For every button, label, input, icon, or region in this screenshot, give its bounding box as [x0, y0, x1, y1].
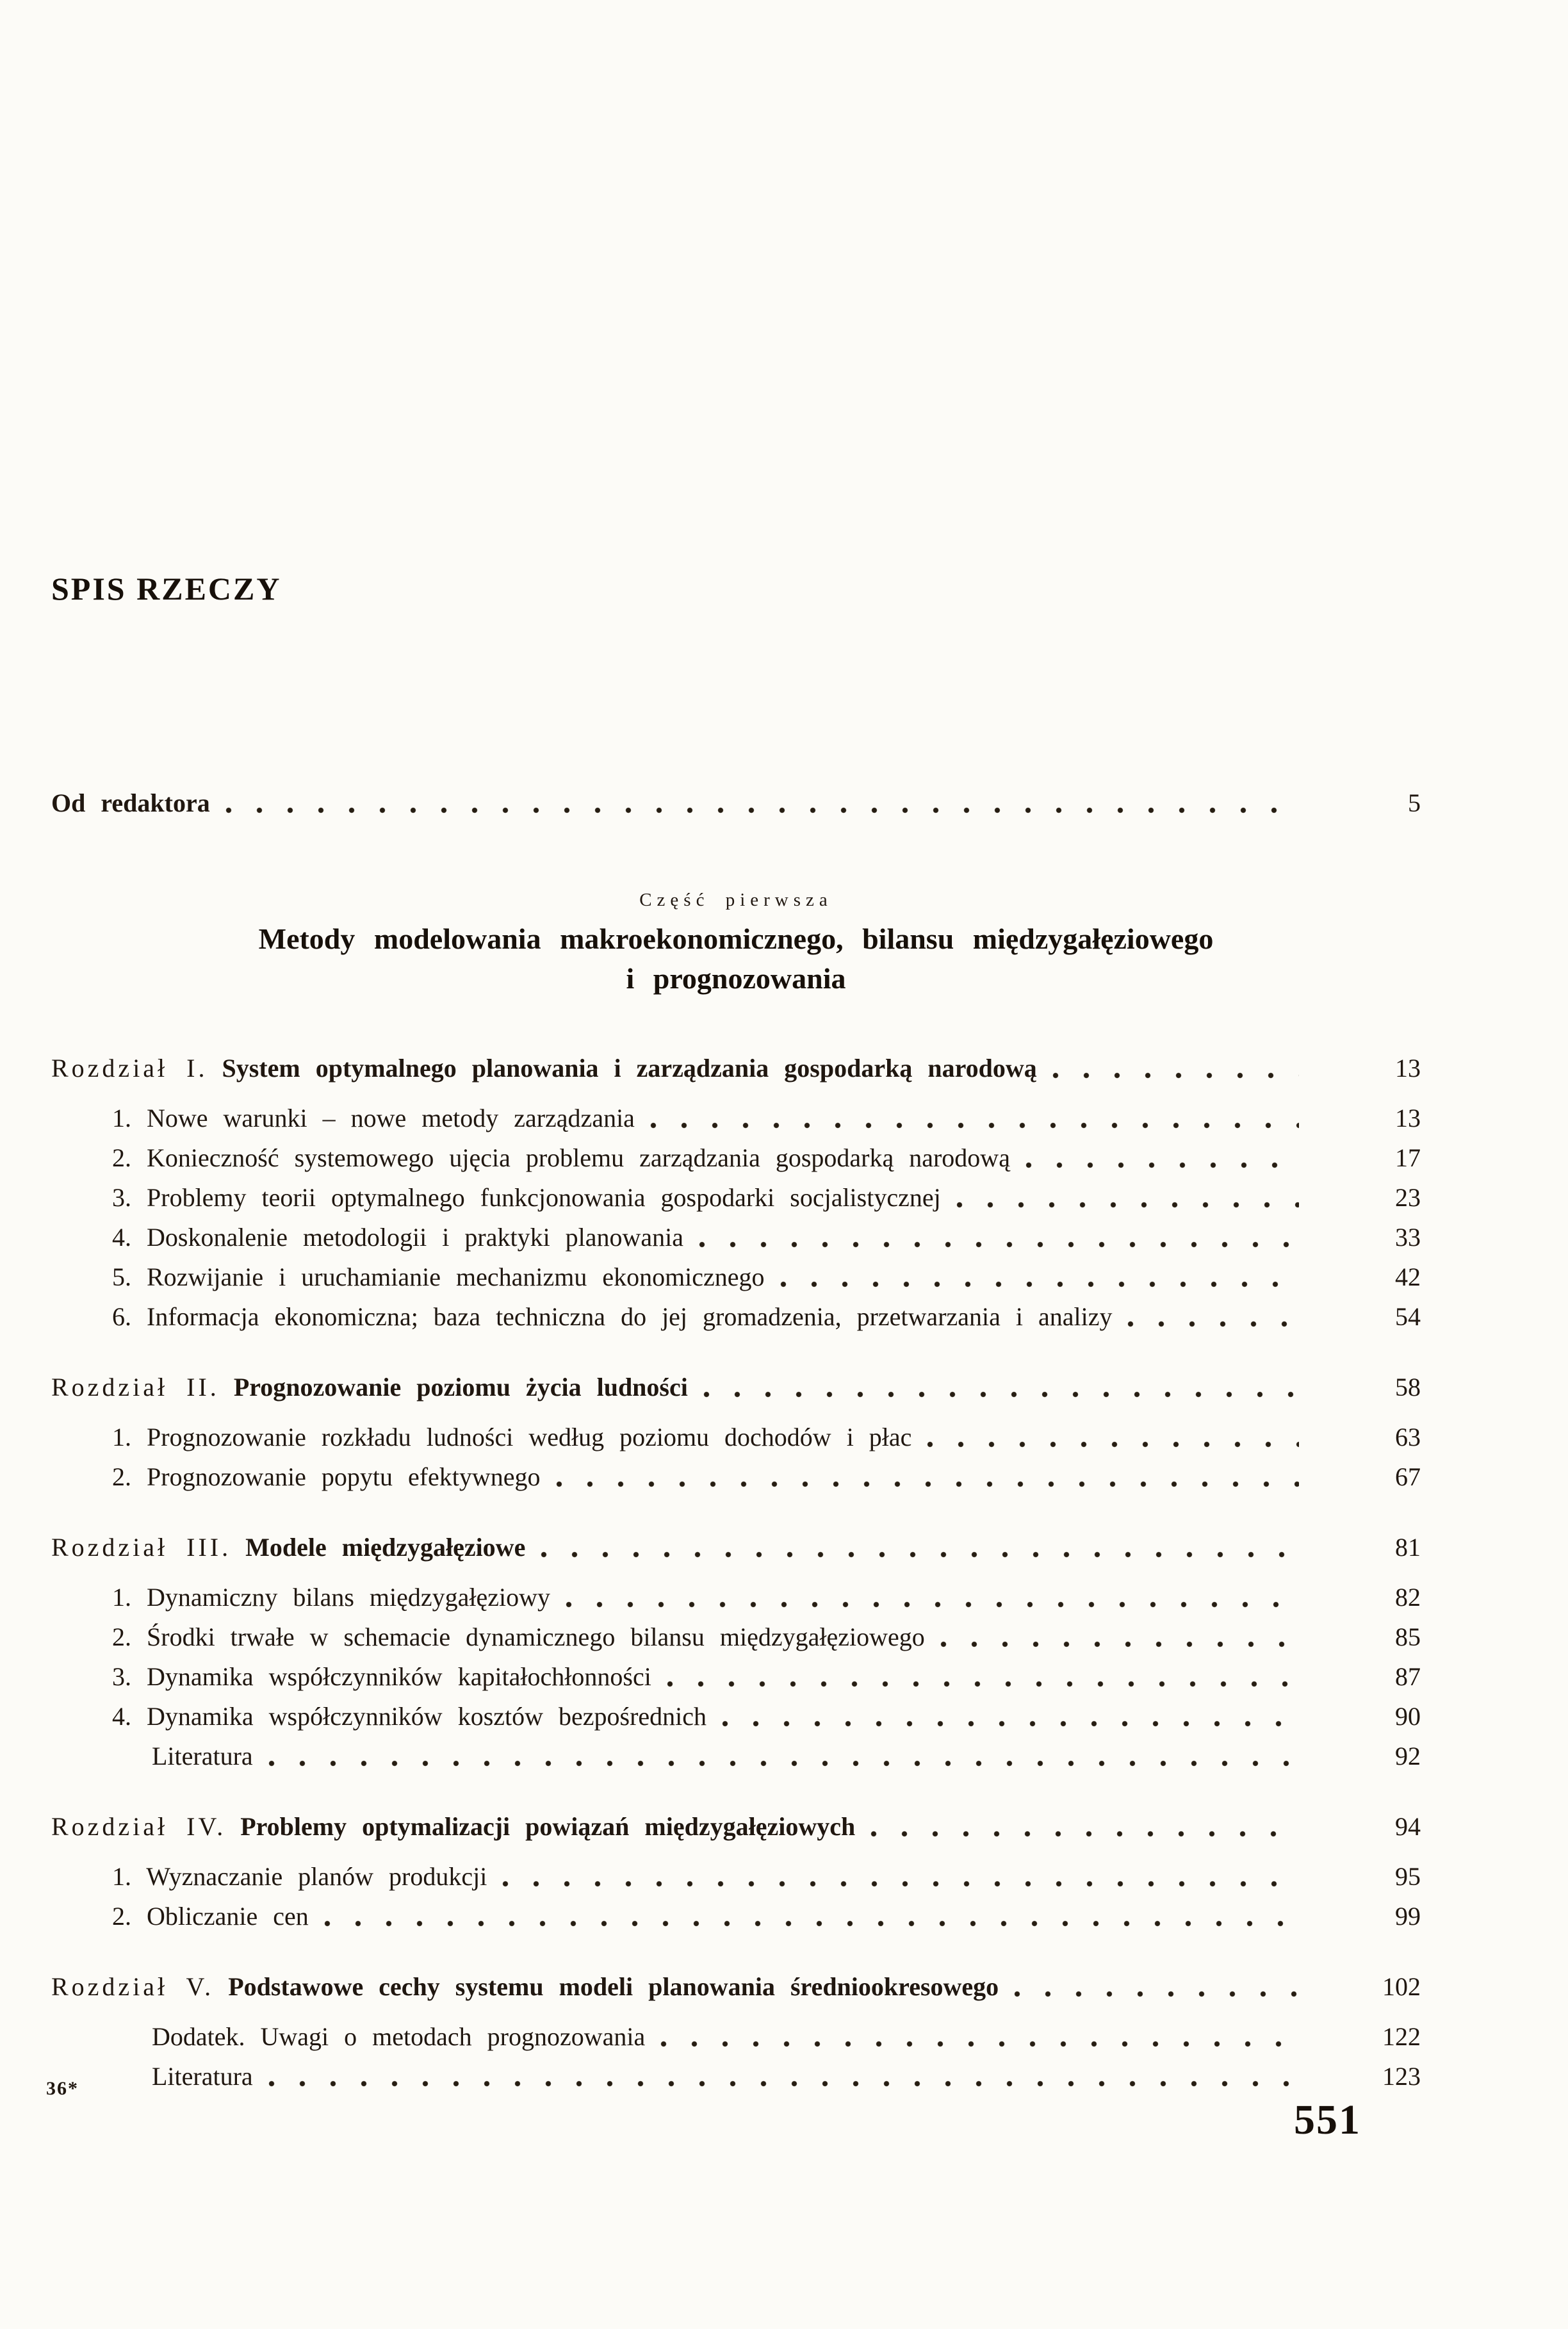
dot-leader — [1127, 1321, 1299, 1327]
toc-entry-label: 5. Rozwijanie i uruchamianie mechanizmu ekonomicznego — [112, 1263, 765, 1291]
dot-leader — [556, 1481, 1299, 1487]
chapter-page-number: 81 — [1395, 1533, 1421, 1562]
toc-entry-page-number: 13 — [1395, 1104, 1421, 1132]
toc-entry-label: 2. Prognozowanie popytu efektywnego — [112, 1462, 541, 1491]
toc-entry-page-number: 122 — [1382, 2022, 1421, 2051]
dot-leader — [940, 1641, 1299, 1647]
dot-leader — [324, 1920, 1299, 1927]
chapter-heading-row — [51, 1967, 1421, 2007]
toc-entry-label: 4. Dynamika współczynników kosztów bezpośrednich — [112, 1702, 707, 1731]
chapter-page-number: 13 — [1395, 1054, 1421, 1083]
dot-leader — [667, 1681, 1299, 1687]
part-title-line-2: i prognozowania — [626, 962, 846, 995]
toc-entry-page-number: 17 — [1395, 1143, 1421, 1172]
chapter-page-number: 102 — [1382, 1972, 1421, 2001]
toc-entry — [51, 1857, 1421, 1897]
chapter-page-number: 94 — [1395, 1812, 1421, 1841]
toc-entry-page-number: 67 — [1395, 1462, 1421, 1491]
toc-entry-label: 3. Dynamika współczynników kapitałochłonności — [112, 1662, 651, 1691]
chapter-items — [51, 1857, 1421, 1936]
toc-chapter — [51, 1368, 1421, 1497]
dot-leader — [1025, 1162, 1299, 1168]
chapter-title: Modele międzygałęziowe — [245, 1533, 526, 1562]
toc-entry-page-number: 33 — [1395, 1223, 1421, 1252]
dot-leader — [225, 807, 1299, 813]
toc-entry — [51, 1897, 1421, 1936]
toc-entry-label: 6. Informacja ekonomiczna; baza techniczna do jej gromadzenia, przetwarzania i analizy — [112, 1302, 1113, 1331]
toc-entry — [51, 1178, 1421, 1218]
chapter-items — [51, 1099, 1421, 1337]
toc-entry-label: Literatura — [152, 1742, 253, 1770]
chapter-items — [51, 1578, 1421, 1776]
part-heading-block — [51, 887, 1421, 999]
dot-leader — [660, 2041, 1299, 2047]
toc-entry-label: 1. Prognozowanie rozkładu ludności według poziomu dochodów i płac — [112, 1423, 912, 1451]
toc-entry — [51, 1257, 1421, 1297]
page-title: SPIS RZECZY — [51, 571, 282, 607]
toc-entry-page-number: 54 — [1395, 1302, 1421, 1331]
dot-leader — [268, 2080, 1299, 2087]
toc-entry-label: Dodatek. Uwagi o metodach prognozowania — [152, 2022, 646, 2051]
toc-entry-page-number: 63 — [1395, 1423, 1421, 1451]
toc-entry-label: 1. Dynamiczny bilans międzygałęziowy — [112, 1583, 551, 1612]
toc-entry — [51, 1737, 1421, 1776]
toc-entry-frontmatter — [51, 783, 1421, 823]
toc-entry-page-number: 5 — [1408, 789, 1421, 817]
chapter-heading-row — [51, 1528, 1421, 1567]
chapter-list — [51, 1049, 1421, 2096]
toc-entry-label: 2. Konieczność systemowego ujęcia problemu zarządzania gospodarką narodową — [112, 1143, 1010, 1172]
toc-entry — [51, 1218, 1421, 1257]
toc-entry-page-number: 99 — [1395, 1902, 1421, 1931]
toc-entry-label: 3. Problemy teorii optymalnego funkcjonowania gospodarki socjalistycznej — [112, 1183, 941, 1212]
toc-entry — [51, 1099, 1421, 1138]
toc-entry-page-number: 92 — [1395, 1742, 1421, 1770]
dot-leader — [650, 1122, 1299, 1129]
chapter-prefix: Rozdział I. — [51, 1054, 208, 1083]
dot-leader — [927, 1441, 1299, 1448]
toc-entry-page-number: 85 — [1395, 1622, 1421, 1651]
chapter-prefix: Rozdział IV. — [51, 1812, 227, 1841]
printer-signature-mark: 36* — [46, 2078, 79, 2099]
toc-entry-label: 2. Obliczanie cen — [112, 1902, 309, 1931]
toc-chapter — [51, 1049, 1421, 1337]
dot-leader — [541, 1551, 1299, 1558]
toc-chapter — [51, 1967, 1421, 2096]
chapter-heading-row — [51, 1049, 1421, 1088]
dot-leader — [956, 1202, 1299, 1208]
chapter-prefix: Rozdział II. — [51, 1373, 220, 1401]
toc-entry-label: 1. Wyznaczanie planów produkcji — [112, 1862, 487, 1891]
toc-entry — [51, 1418, 1421, 1457]
toc-entry-page-number: 123 — [1382, 2062, 1421, 2091]
toc-entry — [51, 1138, 1421, 1178]
toc-entry — [51, 1657, 1421, 1697]
toc-entry-label: 4. Doskonalenie metodologii i praktyki planowania — [112, 1223, 684, 1252]
dot-leader — [870, 1831, 1299, 1837]
chapter-title: Podstawowe cechy systemu modeli planowania średniookresowego — [228, 1972, 999, 2001]
dot-leader — [722, 1720, 1299, 1727]
toc-chapter — [51, 1528, 1421, 1776]
chapter-title: System optymalnego planowania i zarządzania gospodarką narodową — [222, 1054, 1037, 1083]
toc-entry-page-number: 42 — [1395, 1263, 1421, 1291]
toc-entry-label: 1. Nowe warunki – nowe metody zarządzania — [112, 1104, 635, 1132]
chapter-heading-row — [51, 1807, 1421, 1847]
chapter-items — [51, 1418, 1421, 1497]
dot-leader — [502, 1881, 1299, 1887]
toc-entry — [51, 1617, 1421, 1657]
toc-entry-page-number: 90 — [1395, 1702, 1421, 1731]
toc-entry-page-number: 87 — [1395, 1662, 1421, 1691]
dot-leader — [699, 1241, 1299, 1248]
toc-entry-page-number: 23 — [1395, 1183, 1421, 1212]
dot-leader — [566, 1601, 1299, 1608]
page-number: 551 — [1294, 2096, 1361, 2143]
toc-entry-label: Od redaktora — [51, 789, 210, 817]
part-title-line-1: Metody modelowania makroekonomicznego, bilansu międzygałęziowego — [258, 922, 1214, 955]
toc-entry-page-number: 82 — [1395, 1583, 1421, 1612]
chapter-page-number: 58 — [1395, 1373, 1421, 1401]
chapter-title: Problemy optymalizacji powiązań międzygałęziowych — [240, 1812, 856, 1841]
toc-entry — [51, 2017, 1421, 2057]
dot-leader — [1014, 1991, 1299, 1997]
toc-entry — [51, 1457, 1421, 1497]
toc-entry-label: 2. Środki trwałe w schemacie dynamicznego bilansu międzygałęziowego — [112, 1622, 925, 1651]
dot-leader — [1052, 1072, 1299, 1079]
part-title — [51, 919, 1421, 999]
dot-leader — [703, 1391, 1299, 1398]
toc-chapter — [51, 1807, 1421, 1936]
chapter-prefix: Rozdział V. — [51, 1972, 215, 2001]
dot-leader — [780, 1281, 1299, 1287]
toc-entry — [51, 1297, 1421, 1337]
toc-entry-label: Literatura — [152, 2062, 253, 2091]
dot-leader — [268, 1760, 1299, 1767]
chapter-title: Prognozowanie poziomu życia ludności — [233, 1373, 688, 1401]
chapter-prefix: Rozdział III. — [51, 1533, 232, 1562]
chapter-items — [51, 2017, 1421, 2096]
part-kicker: Część pierwsza — [639, 890, 833, 910]
toc-entry — [51, 1697, 1421, 1737]
toc-entry-page-number: 95 — [1395, 1862, 1421, 1891]
toc-entry — [51, 1578, 1421, 1617]
chapter-heading-row — [51, 1368, 1421, 1407]
toc-entry — [51, 2057, 1421, 2096]
